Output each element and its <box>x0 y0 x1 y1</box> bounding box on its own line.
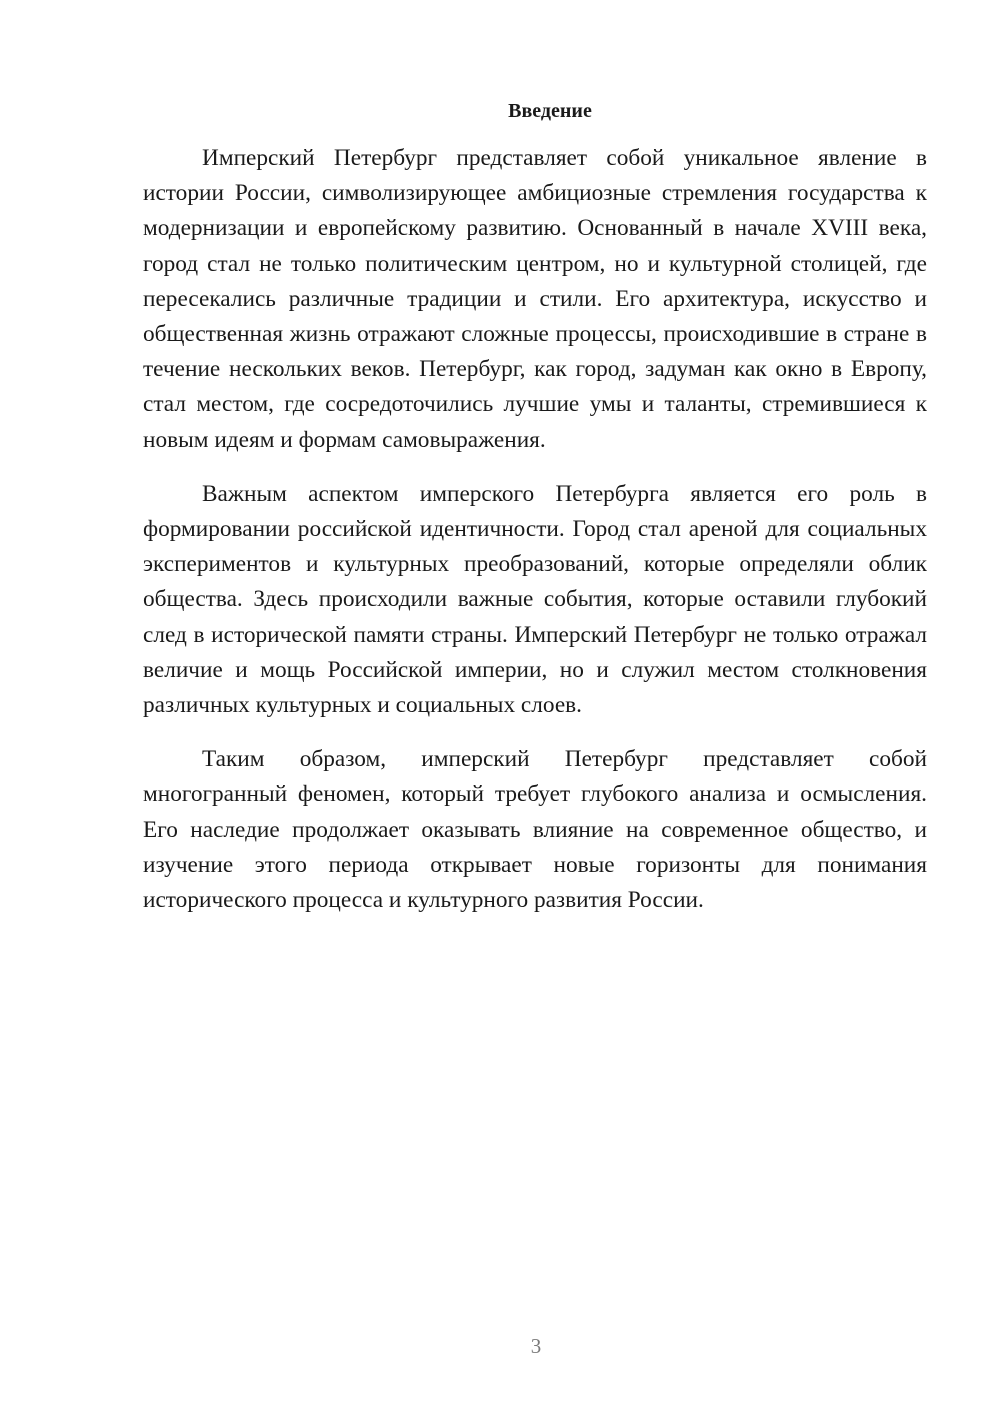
section-heading: Введение <box>508 100 592 122</box>
paragraph-3: Таким образом, имперский Петербург представляет собой многогранный феномен, который требует глубокого анализа и осмысления. Его наследие продолжает оказывать влияние на современное общество, и изучение этого периода открывает новые горизонты для понимания исторического процесса и культурного развития России. <box>143 746 927 914</box>
paragraph-2: Важным аспектом имперского Петербурга является его роль в формировании российской идентичности. Город стал ареной для социальных экспериментов и культурных преобразований, которые определяли облик общества. Здесь происходили важные события, которые оставили глубокий след в исторической памяти страны. Имперский Петербург не только отражал величие и мощь Российской империи, но и служил местом столкновения различных культурных и социальных слоев. <box>143 480 927 719</box>
page-number: 3 <box>530 1334 542 1358</box>
page-content <box>143 95 927 918</box>
paragraph-1: Имперский Петербург представляет собой уникальное явление в истории России, символизирующее амбициозные стремления государства к модернизации и европейскому развитию. Основанный в начале XVIII века, город стал не только политическим центром, но и культурной столицей, где пересекались различные традиции и стили. Его архитектура, искусство и общественная жизнь отражают сложные процессы, происходившие в стране в течение нескольких веков. Петербург, как город, задуман как окно в Европу, стал местом, где сосредоточились лучшие умы и таланты, стремившиеся к новым идеям и формам самовыражения. <box>143 145 927 453</box>
